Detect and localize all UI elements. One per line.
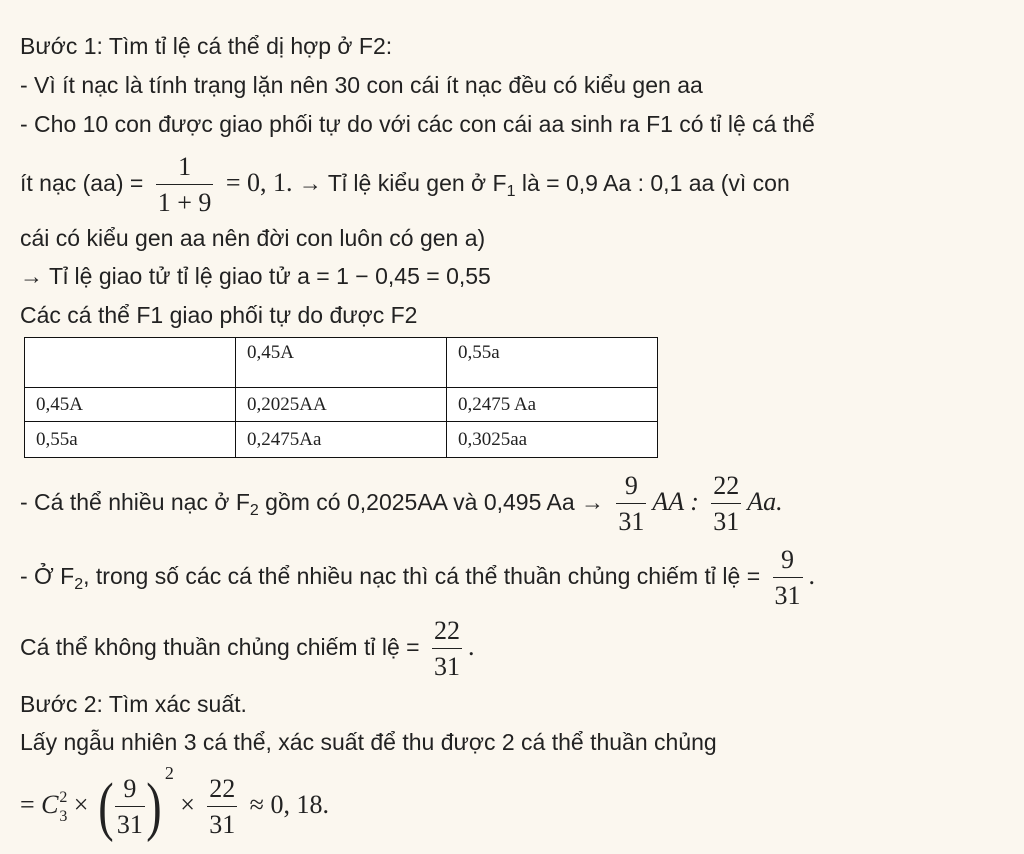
r1-aa-label: AA :	[652, 487, 699, 516]
fraction-denominator: 31	[713, 506, 740, 536]
table-cell: 0,3025aa	[447, 422, 658, 458]
r2-text: , trong số các cá thể nhiều nạc thì cá thể thuần chủng chiếm tỉ lệ =	[83, 563, 761, 589]
step1-title: Bước 1: Tìm tỉ lệ cá thể dị hợp ở F2:	[20, 33, 393, 59]
times-sign: ×	[180, 790, 195, 819]
r3-end: .	[467, 632, 475, 661]
fraction-22-31	[432, 615, 462, 681]
table-row	[25, 422, 658, 458]
step1-line4: cái có kiểu gen aa nên đời con luôn có gen a)	[20, 225, 486, 251]
fraction-numerator: 9	[616, 473, 646, 504]
probability-formula	[20, 760, 329, 854]
table-cell: 0,2025AA	[236, 388, 447, 422]
line3-tail: là = 0,9 Aa : 0,1 aa (vì con	[515, 170, 790, 196]
combination-sub: 3	[59, 808, 68, 825]
f2-subscript: 2	[249, 502, 259, 519]
fraction-denominator: 31	[774, 580, 801, 610]
r1-mid: gồm có 0,2025AA và 0,495 Aa →	[258, 489, 605, 515]
fraction-denominator: 31	[618, 506, 645, 536]
fraction-numerator: 9	[773, 547, 803, 578]
step1-line1: - Vì ít nạc là tính trạng lặn nên 30 con cái ít nạc đều có kiểu gen aa	[20, 72, 703, 98]
r1-prefix: - Cá thể nhiều nạc ở F	[20, 489, 250, 515]
eq-sign: =	[20, 790, 35, 819]
line3-text-after: → Tỉ lệ kiểu gen ở F	[298, 170, 507, 196]
step1-line6: Các cá thể F1 giao phối tự do được F2	[20, 302, 418, 328]
fraction-9-31	[115, 773, 145, 839]
fraction-22-31	[711, 470, 741, 536]
fraction-denominator: 31	[116, 809, 143, 839]
fraction-numerator: 9	[115, 776, 145, 807]
fraction-denominator: 31	[433, 651, 460, 681]
table-cell: 0,55a	[447, 338, 658, 388]
step1-line2: - Cho 10 con được giao phối tự do với các con cái aa sinh ra F1 có tỉ lệ cá thể	[20, 111, 815, 137]
left-paren: (	[98, 769, 114, 843]
r3-text: Cá thể không thuần chủng chiếm tỉ lệ =	[20, 634, 420, 660]
fraction-9-31	[773, 544, 803, 610]
approx-result: ≈ 0, 18.	[249, 790, 329, 819]
line3-math-after: = 0, 1.	[225, 168, 293, 197]
fraction-22-31	[207, 773, 237, 839]
r2-end: .	[808, 561, 816, 590]
f2-subscript: 2	[74, 576, 84, 593]
step1-line3	[20, 143, 790, 232]
combination-c: C	[41, 790, 59, 819]
table-cell	[25, 338, 236, 388]
right-paren: )	[146, 769, 162, 843]
fraction-numerator: 22	[207, 776, 237, 807]
table-cell: 0,55a	[25, 422, 236, 458]
table-header-row	[25, 338, 658, 388]
f1-subscript: 1	[506, 183, 516, 200]
step1-line5: → Tỉ lệ giao tử tỉ lệ giao tử a = 1 − 0,45 = 0,55	[20, 263, 491, 289]
fraction-denominator: 1 + 9	[157, 187, 212, 217]
combination-sup: 2	[59, 789, 68, 806]
step2-title: Bước 2: Tìm xác suất.	[20, 691, 247, 717]
fraction-numerator: 22	[432, 618, 462, 649]
exponent: 2	[164, 763, 174, 783]
fraction-numerator: 22	[711, 473, 741, 504]
fraction-numerator: 1	[156, 154, 214, 185]
punnett-table	[24, 337, 658, 458]
table-cell: 0,2475 Aa	[447, 388, 658, 422]
table-cell: 0,45A	[236, 338, 447, 388]
fraction-1-over-10	[156, 151, 214, 217]
result-line3	[20, 607, 474, 687]
step2-line1: Lấy ngẫu nhiên 3 cá thể, xác suất để thu được 2 cá thể thuần chủng	[20, 729, 717, 755]
r1-aa-het-label: Aa.	[747, 487, 783, 516]
table-row	[25, 388, 658, 422]
r2-prefix: - Ở F	[20, 563, 75, 589]
line3-prefix: ít nạc (aa) =	[20, 170, 144, 196]
fraction-9-31	[616, 470, 646, 536]
times-sign: ×	[73, 790, 89, 819]
table-cell: 0,45A	[25, 388, 236, 422]
fraction-denominator: 31	[209, 809, 236, 839]
table-cell: 0,2475Aa	[236, 422, 447, 458]
